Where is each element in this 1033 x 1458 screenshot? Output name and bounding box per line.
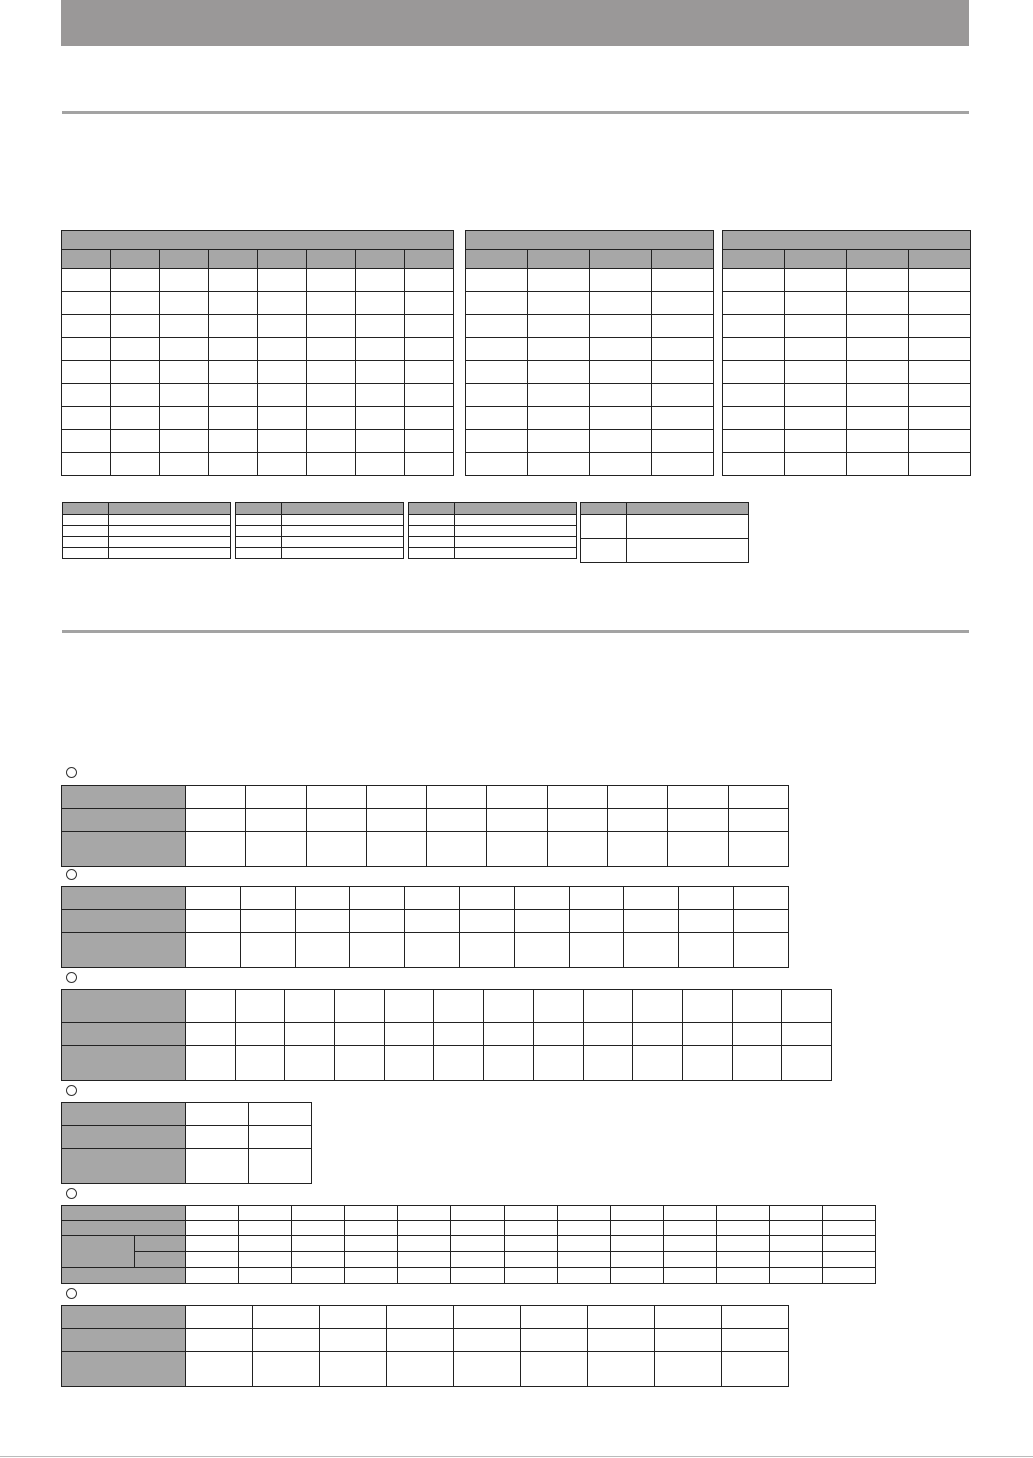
spec-table-left	[61, 230, 454, 476]
marker-b-icon	[66, 869, 77, 880]
legend-table-3	[408, 502, 577, 559]
marker-f-icon	[66, 1288, 77, 1299]
page-header-bar	[61, 0, 969, 46]
section-2-rule	[62, 630, 969, 633]
marker-e-icon	[66, 1188, 77, 1199]
page-bottom-edge	[0, 1456, 1033, 1457]
detail-table-f	[61, 1305, 789, 1387]
detail-table-d	[61, 1102, 312, 1184]
table-title-cell	[466, 231, 714, 250]
legend-table-1	[62, 502, 231, 559]
spec-table-middle	[465, 230, 714, 476]
detail-table-a	[61, 785, 789, 867]
detail-table-e	[61, 1205, 876, 1284]
spec-table-right	[722, 230, 971, 476]
detail-table-b	[61, 886, 789, 968]
legend-table-2	[235, 502, 404, 559]
marker-c-icon	[66, 972, 77, 983]
marker-d-icon	[66, 1085, 77, 1096]
detail-table-c	[61, 989, 832, 1081]
marker-a-icon	[66, 767, 77, 778]
section-1-rule	[62, 111, 969, 114]
table-title-cell	[62, 231, 454, 250]
table-title-cell	[723, 231, 971, 250]
legend-table-4	[580, 502, 749, 563]
